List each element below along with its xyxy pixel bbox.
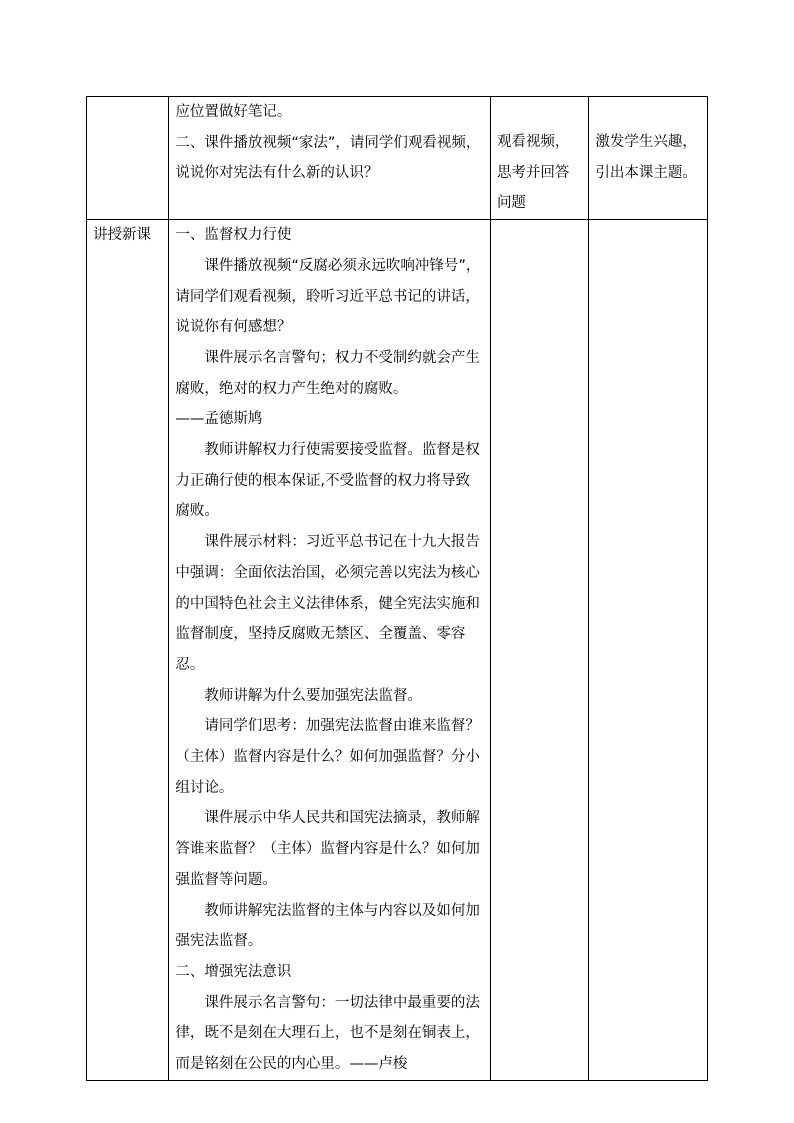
content-line: 二、课件播放视频“家法”，请同学们观看视频，说说你对宪法有什么新的认识？ xyxy=(175,134,481,182)
table-row xyxy=(87,97,708,220)
student-activity-cell xyxy=(490,220,588,1081)
section-heading: 二、增强宪法意识 xyxy=(175,963,292,980)
section-heading: 一、监督权力行使 xyxy=(175,227,292,244)
quote-attribution: ——孟德斯鸠 xyxy=(175,411,263,428)
paragraph: 课件展示名言警句；权力不受制约就会产生腐败，绝对的权力产生绝对的腐败。 xyxy=(175,349,480,397)
paragraph: 教师讲解权力行使需要接受监督。监督是权力正确行使的根本保证,不受监督的权力将导致腐败。 xyxy=(175,442,480,520)
stage-label: 讲授新课 xyxy=(93,227,151,244)
table-row xyxy=(87,220,708,1081)
paragraph: 课件展示名言警句：一切法律中最重要的法律，既不是刻在大理石上，也不是刻在铜表上，而是铭刻在公民的内心里。——卢梭 xyxy=(175,994,480,1073)
content-cell xyxy=(169,220,491,1081)
stage-cell xyxy=(87,220,169,1081)
student-activity-text: 观看视频，思考并回答问题 xyxy=(496,134,570,212)
student-activity-cell xyxy=(490,97,588,220)
paragraph: 教师讲解为什么要加强宪法监督。 xyxy=(204,687,422,704)
content-line: 应位置做好笔记。 xyxy=(175,104,292,120)
design-intent-text: 激发学生兴趣，引出本课主题。 xyxy=(595,134,697,181)
paragraph: 课件展示中华人民共和国宪法摘录，教师解答谁来监督？（主体）监督内容是什么？如何加强监督等问题。 xyxy=(175,810,480,888)
paragraph: 课件展示材料：习近平总书记在十九大报告中强调：全面依法治国，必须完善以宪法为核心的中国特色社会主义法律体系，健全宪法实施和监督制度，坚持反腐败无禁区、全覆盖、零容忍。 xyxy=(175,534,480,673)
lesson-plan-table xyxy=(86,96,708,1081)
paragraph: 请同学们思考：加强宪法监督由谁来监督？（主体）监督内容是什么？如何加强监督？分小组讨论。 xyxy=(175,718,480,796)
paragraph: 教师讲解宪法监督的主体与内容以及如何加强宪法监督。 xyxy=(175,902,480,950)
content-cell xyxy=(169,97,491,220)
stage-cell xyxy=(87,97,169,220)
design-intent-cell xyxy=(589,220,708,1081)
design-intent-cell xyxy=(589,97,708,220)
paragraph: 课件播放视频“反腐必须永远吹响冲锋号”，请同学们观看视频，聆听习近平总书记的讲话，说说你有何感想？ xyxy=(175,257,481,336)
